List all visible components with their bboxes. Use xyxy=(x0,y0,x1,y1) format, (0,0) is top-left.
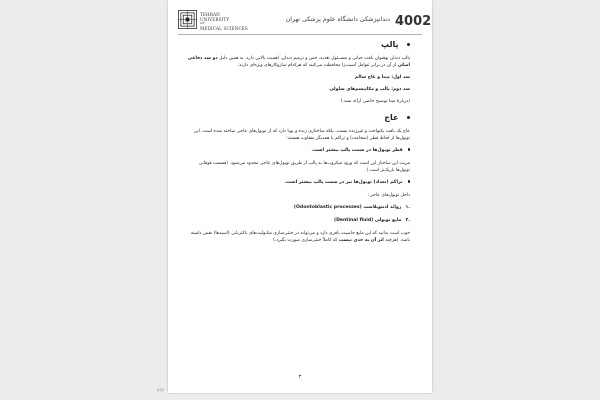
bullet-icon xyxy=(407,116,411,120)
diameter-explanation: مزیت این ساختار این است که ورود میکروب‌ها به پالپ از طریق توبول‌های عاجی محدود می‌شود. (قسمت فوقانی توبول‌ها باریک‌تر است.) xyxy=(198,161,410,173)
page-counter: ۳/۳ xyxy=(157,388,165,394)
page-number: ۳ xyxy=(298,374,302,380)
bullet-icon xyxy=(407,43,411,47)
enamel-note: (دربارهٔ مینا توضیح خاصی ارائه نشد.) xyxy=(340,99,410,104)
bullet-icon xyxy=(408,148,410,150)
section-heading-dentin: عاج xyxy=(186,113,410,122)
school-badge-text: 4002 xyxy=(395,14,432,29)
dentin-intro-paragraph: عاج یک بافت یکنواخت و غیرزنده نیست، بلکه ساختاری زنده و پویا دارد که از توبول‌های عاجی ساخته شده است. این توبول‌ها از لحاظ قطر (ضخامت) و تراکم با همدیگر متفاوت هستند: xyxy=(193,129,410,141)
page-header xyxy=(178,8,432,32)
school-name: دندانپزشکی دانشگاه علوم پزشکی تهران xyxy=(285,16,390,23)
bullet-icon xyxy=(408,180,410,182)
list-item-dentinal-fluid: .۲مایع توبولی (Dentinal fluid) xyxy=(333,218,410,223)
school-badge-icon xyxy=(394,10,432,30)
closing-paragraph: خوب است بدانید که این مایع خاصیت بافری دارد و می‌تواند در خنثی‌سازی متابولیت‌های باکتریایی (اسیدها) نقش داشته باشد. (هرچند اثر آن به حدی نیست که کاملاً خنثی‌سازی صورت بگیرد.) xyxy=(190,231,410,243)
dentin-bullet-diameter: قطر توبول‌ها در سمت پالپ بیشتر است. xyxy=(186,147,410,154)
document-body xyxy=(186,40,410,249)
list-item-odontoblastic: .۱زوائد ادنتوبلاست (Odontoblastic processes) xyxy=(293,205,410,210)
pulp-intro-paragraph: پالپ دندان بهعنوان بافت حیاتی و مســئول تغذیه، حس و ترمیم دندان، اهمیت بالایی دارد. به همین دلیل دو سد دفاعی اصلی از آن در برابر عوامل آسیب‌زا محافظت می‌کنند که هرکدام سازوکارهای ویژه‌ای دارند: xyxy=(187,56,410,68)
barrier-two: سد دوم: پالپ و مکانیسم‌های سلولی xyxy=(329,87,410,92)
barrier-one: سد اول: مینا و عاج سالم xyxy=(354,75,410,80)
header-divider xyxy=(178,34,422,35)
dentin-bullet-density: تراکم (تعداد) توبول‌ها نیز در سمت پالپ بیشتر است. xyxy=(186,179,410,186)
section-heading-pulp: پالپ xyxy=(186,40,410,49)
school-logo xyxy=(272,10,432,30)
university-name: TEHRAN UNIVERSITY OF MEDICAL SCIENCES xyxy=(200,12,248,31)
tubule-contents-label: داخل توبول‌های عاجی: xyxy=(367,193,410,198)
document-page xyxy=(168,0,432,393)
university-seal-icon xyxy=(178,10,197,29)
university-logo xyxy=(178,10,248,30)
